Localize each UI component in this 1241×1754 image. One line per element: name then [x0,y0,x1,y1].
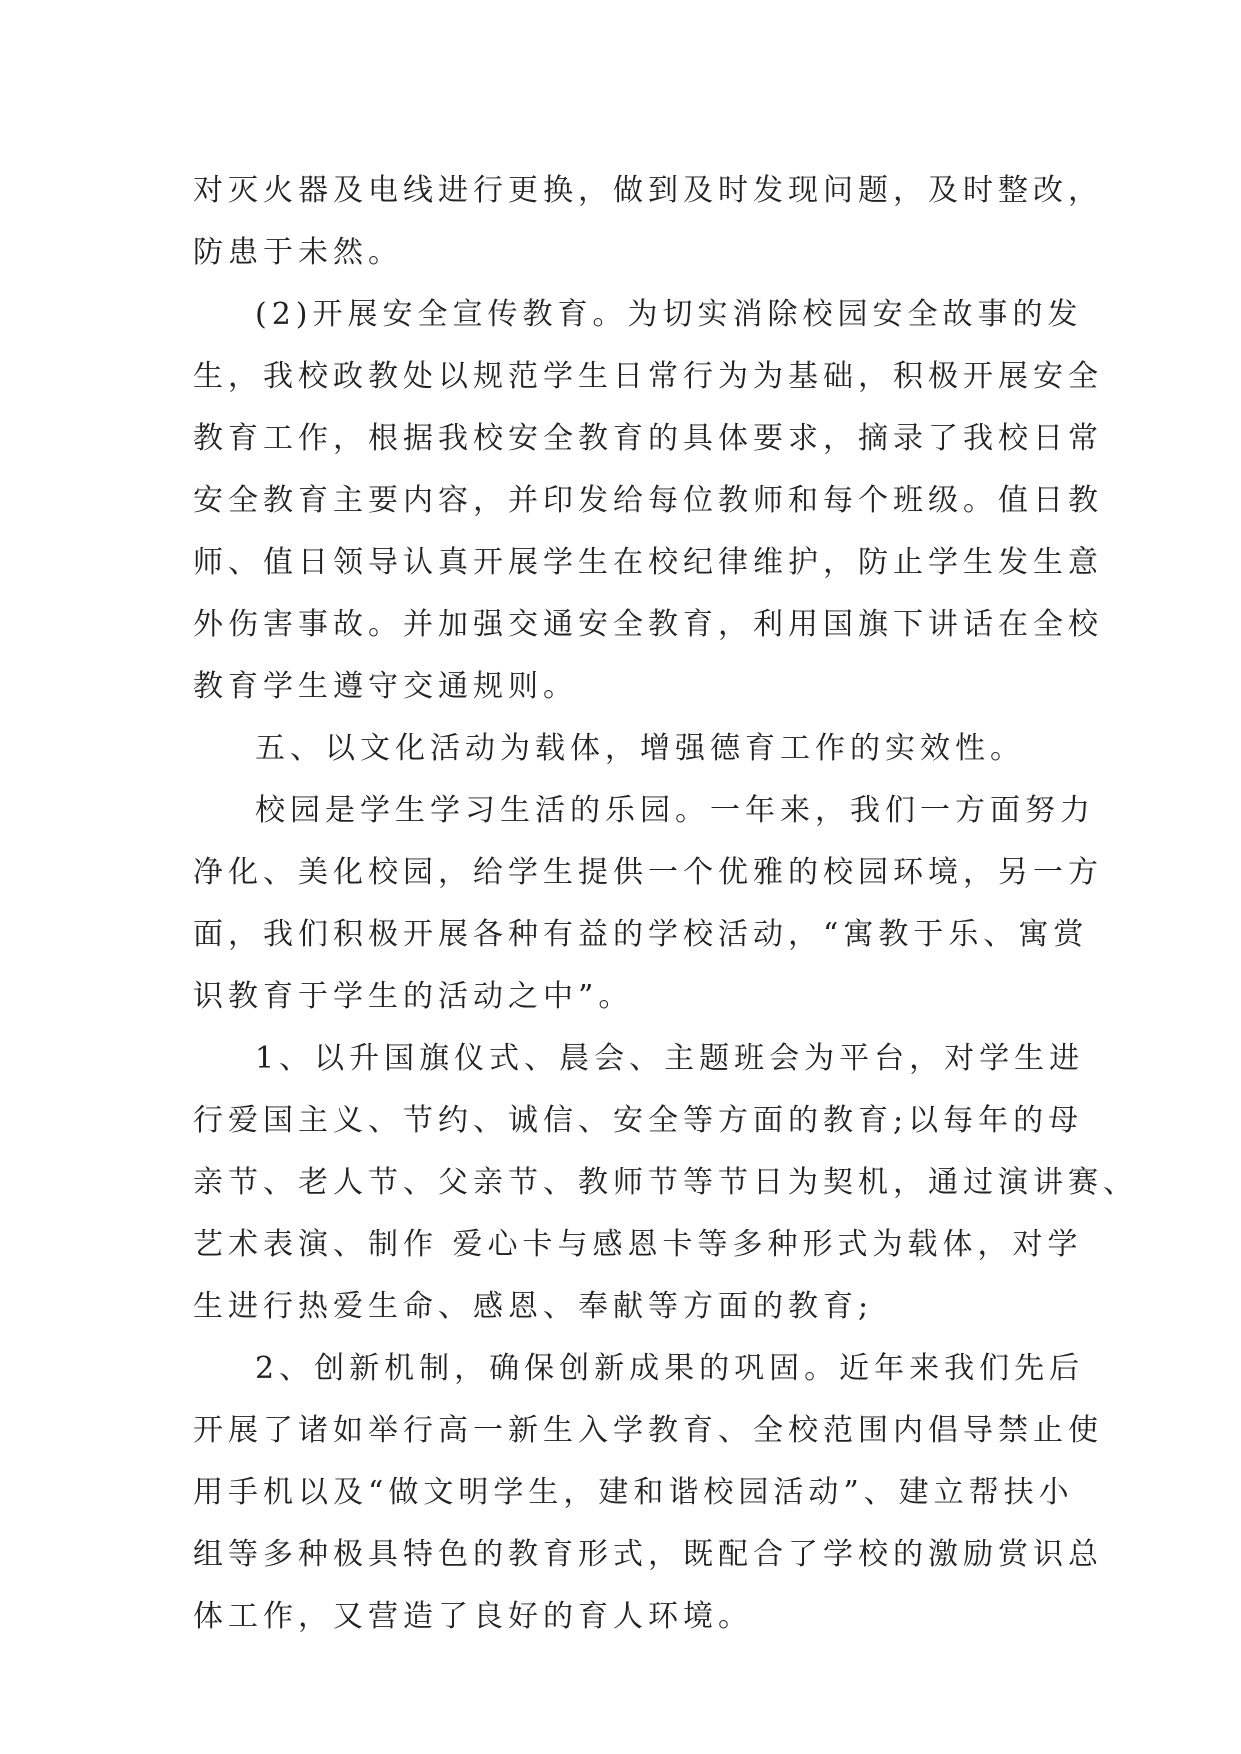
text-line: 面，我们积极开展各种有益的学校活动，“寓教于乐、寓赏 [193,917,1089,952]
text-line: 教育学生遵守交通规则。 [193,669,578,704]
text-line: 教育工作，根据我校安全教育的具体要求，摘录了我校日常 [193,421,1103,456]
text-line: 艺术表演、制作 爱心卡与感恩卡等多种形式为载体，对学 [193,1227,1083,1262]
text-line: 开展了诸如举行高一新生入学教育、全校范围内倡导禁止使 [193,1413,1103,1448]
paragraph-start-line: 1、以升国旗仪式、晨会、主题班会为平台，对学生进 [255,1041,1085,1076]
text-line: 行爱国主义、节约、诚信、安全等方面的教育;以每年的母 [193,1103,1084,1138]
text-line: 组等多种极具特色的教育形式，既配合了学校的激励赏识总 [193,1537,1103,1572]
paragraph-start-line: (2)开展安全宣传教育。为切实消除校园安全故事的发 [255,297,1083,332]
text-line: 生进行热爱生命、感恩、奉献等方面的教育; [193,1289,874,1324]
text-line: 体工作，又营造了良好的育人环境。 [193,1599,753,1634]
text-line: 生，我校政教处以规范学生日常行为为基础，积极开展安全 [193,359,1103,394]
text-line: 净化、美化校园，给学生提供一个优雅的校园环境，另一方 [193,855,1103,890]
text-line: 亲节、老人节、父亲节、教师节等节日为契机，通过演讲赛、 [193,1165,1138,1200]
text-line: 师、值日领导认真开展学生在校纪律维护，防止学生发生意 [193,545,1103,580]
text-line: 识教育于学生的活动之中”。 [193,979,634,1014]
section-heading: 五、以文化活动为载体，增强德育工作的实效性。 [255,731,1025,766]
text-line: 安全教育主要内容，并印发给每位教师和每个班级。值日教 [193,483,1103,518]
text-line: 外伤害事故。并加强交通安全教育，利用国旗下讲话在全校 [193,607,1103,642]
text-line: 防患于未然。 [193,235,403,270]
paragraph-start-line: 2、创新机制，确保创新成果的巩固。近年来我们先后 [255,1351,1085,1386]
paragraph-start-line: 校园是学生学习生活的乐园。一年来，我们一方面努力 [255,793,1095,828]
document-body [193,160,1138,1648]
text-line: 用手机以及“做文明学生，建和谐校园活动”、建立帮扶小 [193,1475,1074,1510]
text-line: 对灭火器及电线进行更换，做到及时发现问题，及时整改， [193,173,1103,208]
